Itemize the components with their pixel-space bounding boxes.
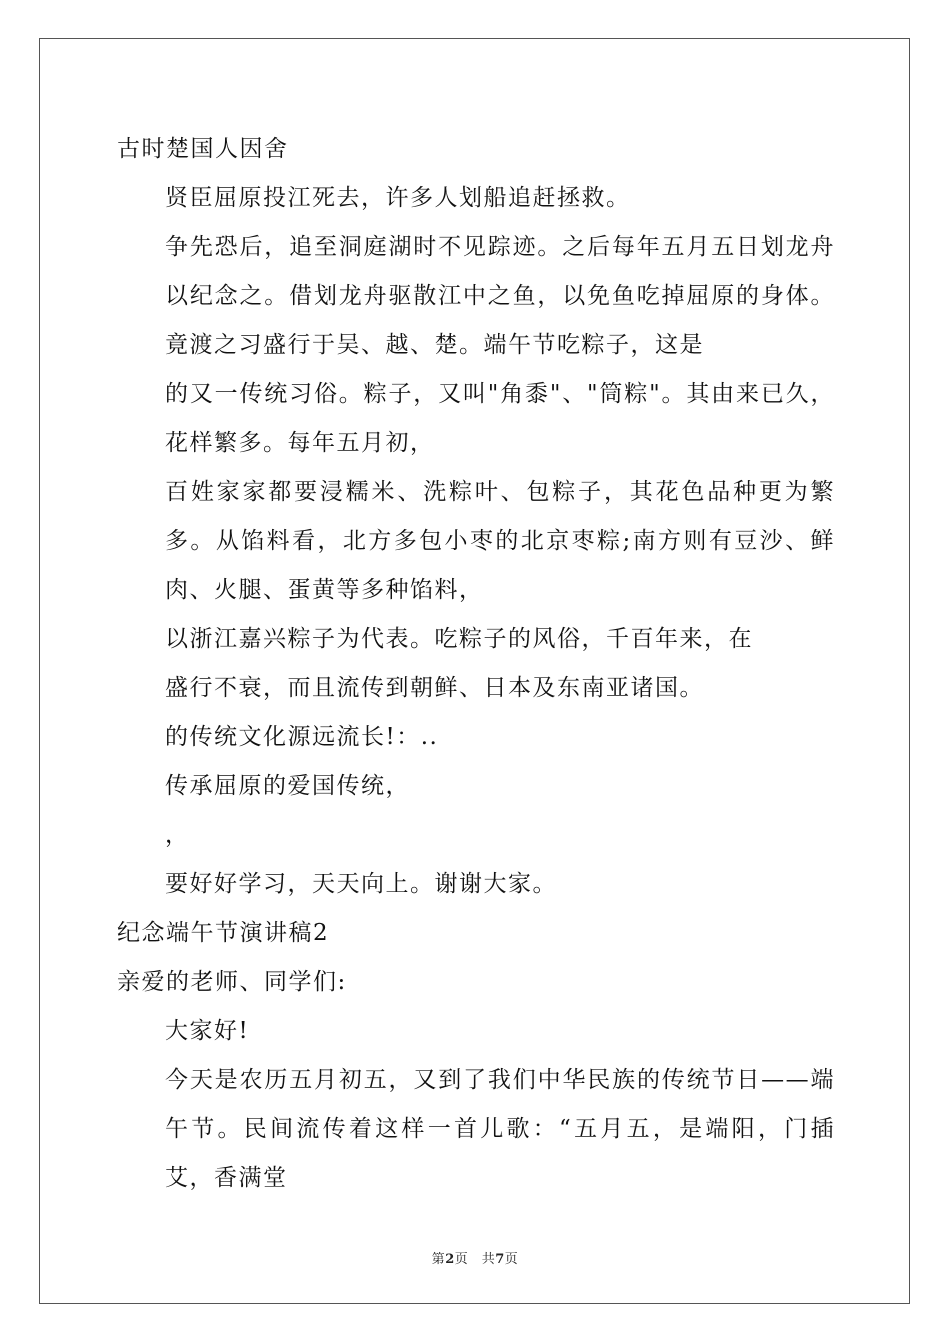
footer-suffix: 页	[504, 1252, 519, 1267]
footer-prefix: 第	[431, 1252, 446, 1267]
paragraph: 盛行不衰，而且流传到朝鲜、日本及东南亚诸国。	[165, 675, 704, 701]
document-body	[117, 125, 835, 1203]
paragraph: 百姓家家都要浸糯米、洗粽叶、包粽子，其花色品种更为繁多。从馅料看，北方多包小枣的北京枣粽;南方则有豆沙、鲜肉、火腿、蛋黄等多种馅料，	[165, 479, 835, 603]
salutation: 亲爱的老师、同学们:	[117, 969, 347, 995]
paragraph: 的又一传统习俗。粽子，又叫"角黍"、"筒粽"。其由来已久，花样繁多。每年五月初，	[165, 381, 835, 456]
greeting: 大家好!	[165, 1018, 250, 1044]
section-heading: 纪念端午节演讲稿2	[117, 920, 330, 946]
paragraph: 古时楚国人因舍	[117, 136, 289, 162]
paragraph: 的传统文化源远流长!：..	[165, 724, 439, 750]
paragraph: ，	[165, 822, 190, 848]
page-footer	[0, 1248, 950, 1267]
current-page-number: 2	[445, 1252, 455, 1267]
paragraph: 传承屈原的爱国传统，	[165, 773, 410, 799]
paragraph: 以浙江嘉兴粽子为代表。吃粽子的风俗，千百年来，在	[165, 626, 753, 652]
paragraph: 贤臣屈原投江死去，许多人划船追赶拯救。	[165, 185, 631, 211]
paragraph: 今天是农历五月初五，又到了我们中华民族的传统节日——端午节。民间流传着这样一首儿歌：“五月五，是端阳，门插艾，香满堂	[165, 1067, 835, 1191]
footer-mid: 页 共	[454, 1252, 496, 1267]
paragraph: 要好好学习，天天向上。谢谢大家。	[165, 871, 557, 897]
total-pages-number: 7	[495, 1252, 505, 1267]
paragraph: 争先恐后，追至洞庭湖时不见踪迹。之后每年五月五日划龙舟以纪念之。借划龙舟驱散江中之鱼，以免鱼吃掉屈原的身体。竟渡之习盛行于吴、越、楚。端午节吃粽子，这是	[165, 234, 835, 358]
